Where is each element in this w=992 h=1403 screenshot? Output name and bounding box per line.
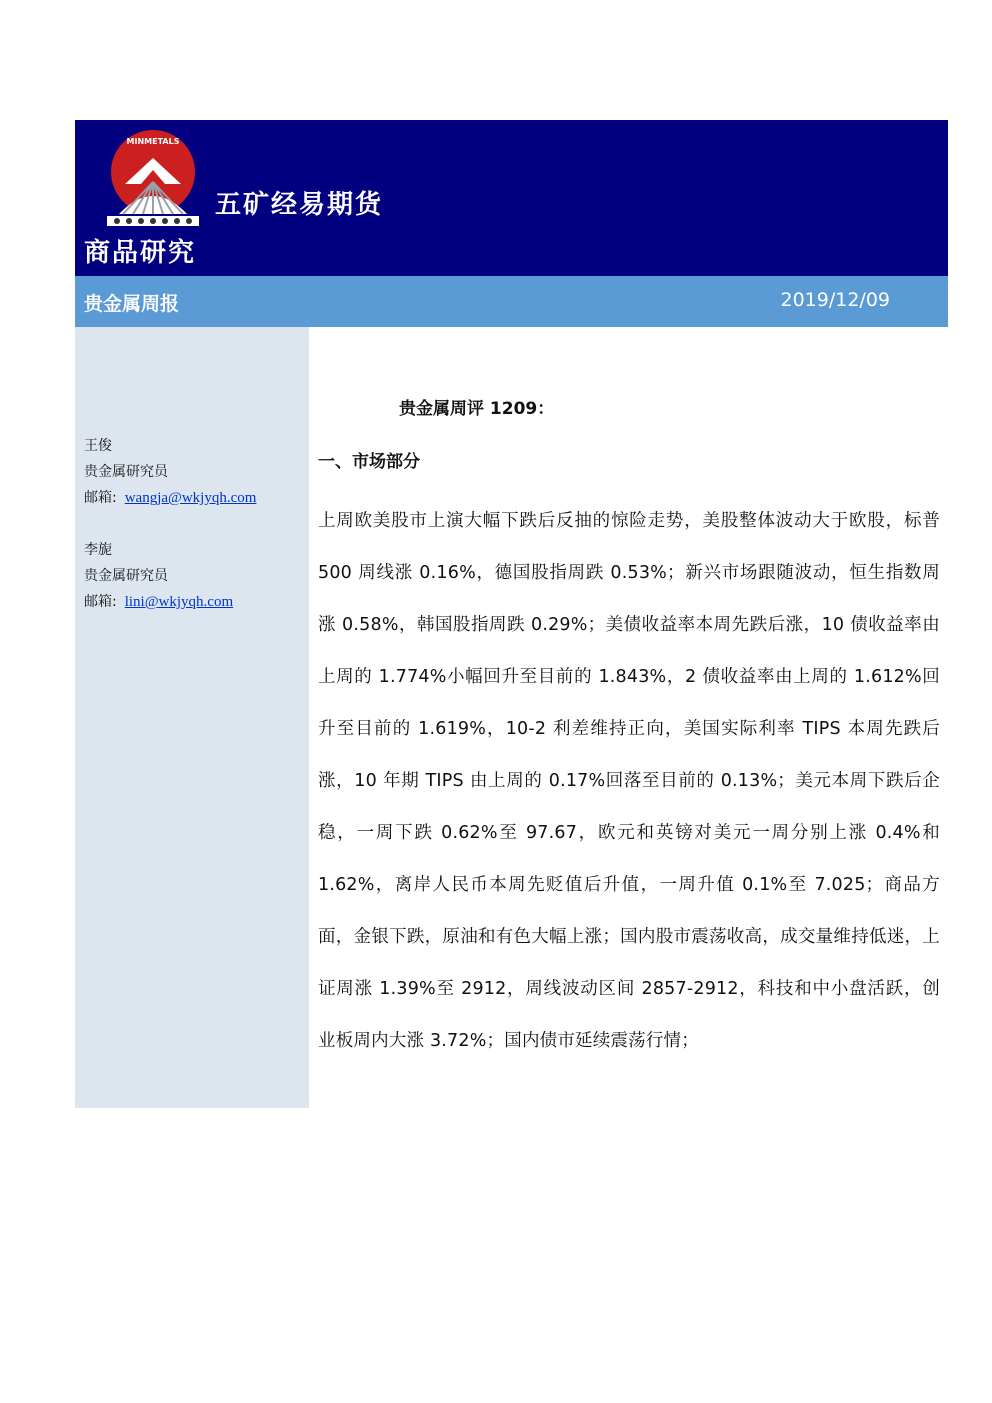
analyst-card <box>84 537 233 615</box>
report-date: 2019/12/09 <box>780 289 890 311</box>
email-label: 邮箱: <box>84 490 117 506</box>
analyst-title: 贵金属研究员 <box>84 464 168 480</box>
analyst-card <box>84 433 256 511</box>
analyst-name: 李旎 <box>84 542 112 558</box>
company-name: 五矿经易期货 <box>215 190 384 220</box>
analyst-email-link[interactable]: wangja@wkjyqh.com <box>124 490 257 506</box>
header-band <box>75 120 948 276</box>
analyst-email-link[interactable]: lini@wkjyqh.com <box>124 594 234 610</box>
analyst-email-row <box>84 485 256 511</box>
report-type-bar <box>75 276 948 327</box>
analyst-name: 王俊 <box>84 438 112 454</box>
department-name: 商品研究 <box>84 238 197 268</box>
analyst-title: 贵金属研究员 <box>84 568 168 584</box>
article-title: 贵金属周评 1209： <box>399 399 555 419</box>
analyst-email-row <box>84 589 233 615</box>
email-label: 邮箱: <box>84 594 117 610</box>
minmetals-logo <box>103 128 203 228</box>
market-paragraph: 上周欧美股市上演大幅下跌后反抽的惊险走势，美股整体波动大于欧股，标普 500 周线涨 0.16%，德国股指周跌 0.53%；新兴市场跟随波动，恒生指数周涨 0.58%，韩国股指周跌 0.29%；美债收益率本周先跌后涨，10 债收益率由上周的 1.774%小幅回升至目前的 1.843%，2 债收益率由上周的 1.612%回升至目前的 1.619%，10-2 利差维持正向，美国实际利率 TIPS 本周先跌后涨，10 年期 TIPS 由上周的 0.17%回落至目前的 0.13%；美元本周下跌后企稳，一周下跌 0.62%至 97.67，欧元和英镑对美元一周分别上涨 0.4%和 1.62%，离岸人民币本周先贬值后升值，一周升值 0.1%至 7.025；商品方面，金银下跌，原油和有色大幅上涨；国内股市震荡收高，成交量维持低迷，上证周涨 1.39%至 2912，周线波动区间 2857-2912，科技和中小盘活跃，创业板周内大涨 3.72%；国内债市延续震荡行情； <box>318 511 940 1051</box>
svg-text:MINMETALS: MINMETALS <box>126 137 180 146</box>
report-type: 贵金属周报 <box>84 293 180 315</box>
section-heading: 一、市场部分 <box>318 452 420 472</box>
analyst-sidebar <box>75 327 309 1108</box>
